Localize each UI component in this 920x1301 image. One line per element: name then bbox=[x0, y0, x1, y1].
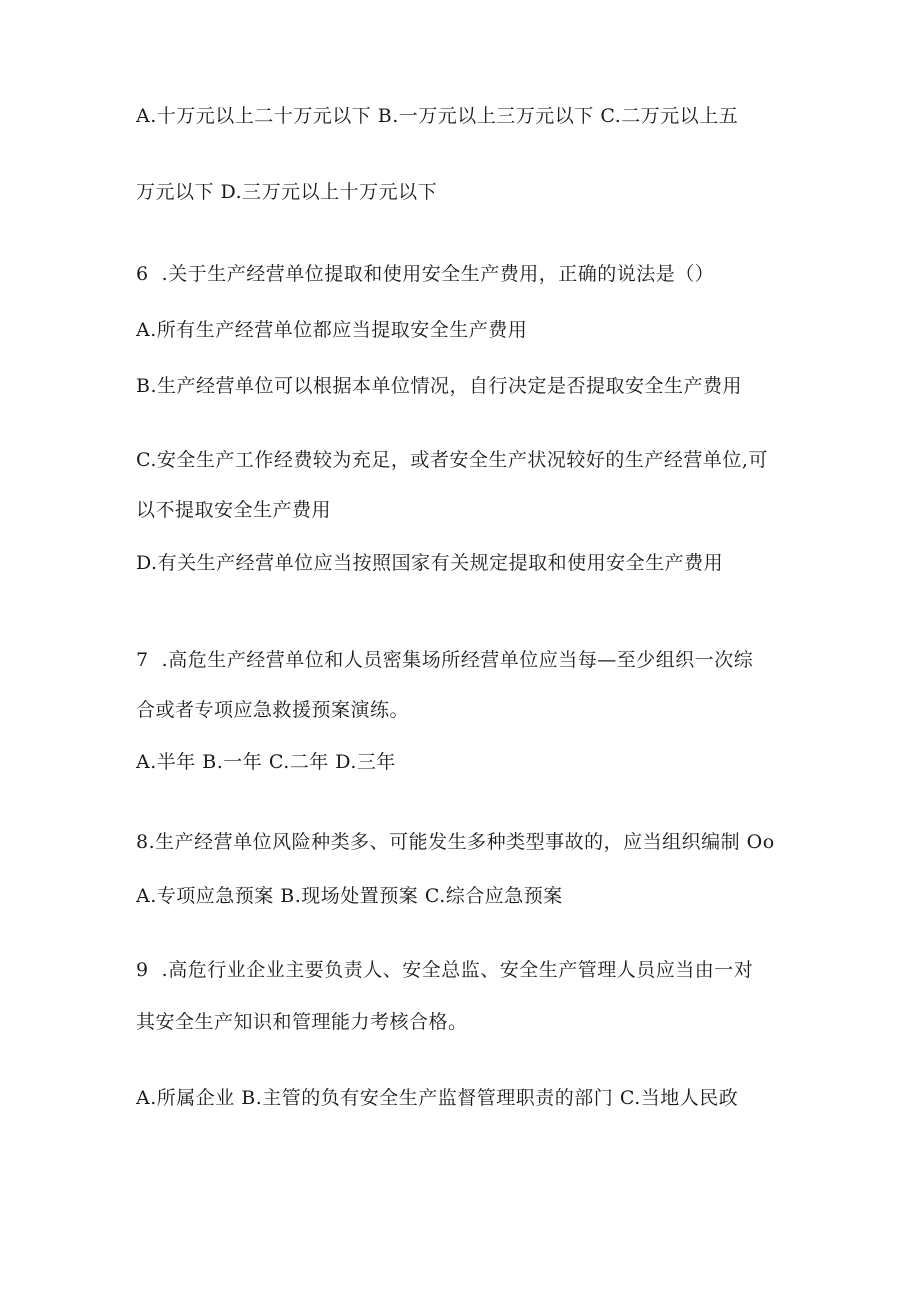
q5-options-line-2: 万元以下 D.三万元以上十万元以下 bbox=[136, 181, 438, 203]
q6-option-d: D.有关生产经营单位应当按照国家有关规定提取和使用安全生产费用 bbox=[136, 552, 724, 574]
q6-option-a: A.所有生产经营单位都应当提取安全生产费用 bbox=[136, 319, 528, 341]
q9-question-line-1: 9 .高危行业企业主要负责人、安全总监、安全生产管理人员应当由一对 bbox=[136, 959, 754, 981]
q7-question-line-2: 合或者专项应急救援预案演练。 bbox=[136, 699, 410, 721]
q8-options: A.专项应急预案 B.现场处置预案 C.综合应急预案 bbox=[136, 885, 563, 907]
q9-options-line-1: A.所属企业 B.主管的负有安全生产监督管理职责的部门 C.当地人民政 bbox=[136, 1087, 739, 1109]
q6-option-c-line-2: 以不提取安全生产费用 bbox=[136, 499, 332, 521]
q8-question: 8.生产经营单位风险种类多、可能发生多种类型事故的，应当组织编制 Oo bbox=[136, 831, 775, 853]
q7-question-line-1: 7 .高危生产经营单位和人员密集场所经营单位应当每—至少组织一次综 bbox=[136, 649, 754, 671]
q5-options-line-1: A.十万元以上二十万元以下 B.一万元以上三万元以下 C.二万元以上五 bbox=[136, 105, 739, 127]
q7-options: A.半年 B.一年 C.二年 D.三年 bbox=[136, 751, 396, 773]
q6-option-c-line-1: C.安全生产工作经费较为充足，或者安全生产状况较好的生产经营单位,可 bbox=[136, 449, 768, 471]
q6-option-b: B.生产经营单位可以根据本单位情况，自行决定是否提取安全生产费用 bbox=[136, 375, 743, 397]
q9-question-line-2: 其安全生产知识和管理能力考核合格。 bbox=[136, 1011, 468, 1033]
q6-question: 6 .关于生产经营单位提取和使用安全生产费用，正确的说法是（） bbox=[136, 263, 715, 285]
